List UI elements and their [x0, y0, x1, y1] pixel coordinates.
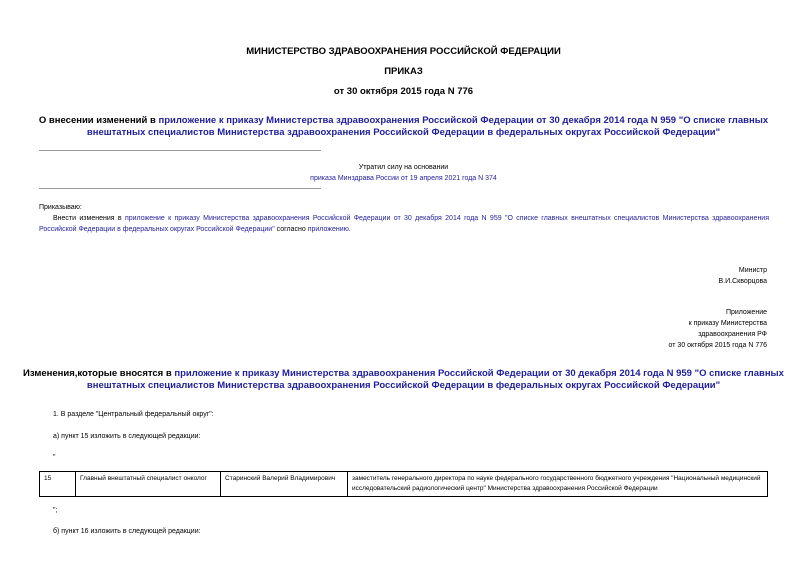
order-mid: согласно [274, 226, 308, 233]
signature-name: В.И.Скворцова [718, 278, 767, 285]
document-title [0, 115, 807, 139]
order-link-main[interactable]: приложение к приказу Министерства здравоохранения Российской Федерации от 30 декабря 2014 года N 959 "О списке главных внештатных специалистов Министерства здравоохранения Российской Федерации в федеральных округах Российской Федерации" [39, 215, 770, 233]
open-quote: " [53, 454, 56, 461]
orders-label: Приказываю: [39, 204, 82, 211]
document-type: ПРИКАЗ [384, 66, 423, 77]
appendix-line4: от 30 октября 2015 года N 776 [668, 342, 767, 349]
cell-person: Старинский Валерий Владимирович [221, 472, 348, 497]
appendix-line3: здравоохранения РФ [698, 331, 767, 338]
order-paragraph [39, 213, 769, 235]
point-a: а) пункт 15 изложить в следующей редакции: [53, 433, 201, 440]
order-link-appendix[interactable]: приложению [307, 226, 349, 233]
point-b: б) пункт 16 изложить в следующей редакции: [53, 528, 201, 535]
section-1-heading: 1. В разделе "Центральный федеральный округ": [53, 411, 214, 418]
appendix-line2: к приказу Министерства [688, 320, 767, 327]
changes-prefix: Изменения,которые вносятся в [23, 368, 175, 379]
title-prefix: О внесении изменений в [38, 115, 159, 126]
appendix-block [669, 307, 767, 351]
signature-role: Министр [738, 267, 767, 274]
ministry-heading: МИНИСТЕРСТВО ЗДРАВООХРАНЕНИЯ РОССИЙСКОЙ ФЕДЕРАЦИИ [246, 46, 561, 57]
close-quote: "; [53, 507, 58, 514]
repeal-text: Утратил силу на основании [358, 164, 449, 171]
repeal-note [0, 162, 807, 184]
signature-block [719, 265, 768, 287]
changes-link-line2[interactable]: внештатных специалистов Министерства здравоохранения Российской Федерации в федеральных округах Российской Федерации" [86, 380, 721, 391]
cell-number: 15 [40, 472, 76, 497]
divider-bottom [39, 188, 321, 189]
specialists-table [39, 471, 768, 497]
table-row [40, 472, 768, 497]
repeal-link[interactable]: приказа Минздрава России от 19 апреля 2021 года N 374 [310, 175, 497, 182]
cell-details: заместитель генерального директора по науке федерального государственного бюджетного учреждения "Национальный медицинский исследовательский радиологический центр" Министерства здравоохранения Российской Федерации [348, 472, 768, 497]
order-end: . [348, 226, 351, 233]
divider-top [39, 150, 321, 151]
cell-position: Главный внештатный специалист онколог [76, 472, 221, 497]
title-link-line2[interactable]: внештатных специалистов Министерства здравоохранения Российской Федерации в федеральных округах Российской Федерации" [86, 127, 721, 138]
changes-title [0, 368, 807, 392]
changes-link[interactable]: приложение к приказу Министерства здравоохранения Российской Федерации от 30 декабря 2014 года N 959 "О списке главных [174, 368, 784, 379]
appendix-line1: Приложение [725, 309, 767, 316]
document-date: от 30 октября 2015 года N 776 [333, 86, 474, 97]
title-link[interactable]: приложение к приказу Министерства здравоохранения Российской Федерации от 30 декабря 2014 года N 959 "О списке главных [158, 115, 769, 126]
order-intro: Внести изменения в [53, 215, 125, 222]
